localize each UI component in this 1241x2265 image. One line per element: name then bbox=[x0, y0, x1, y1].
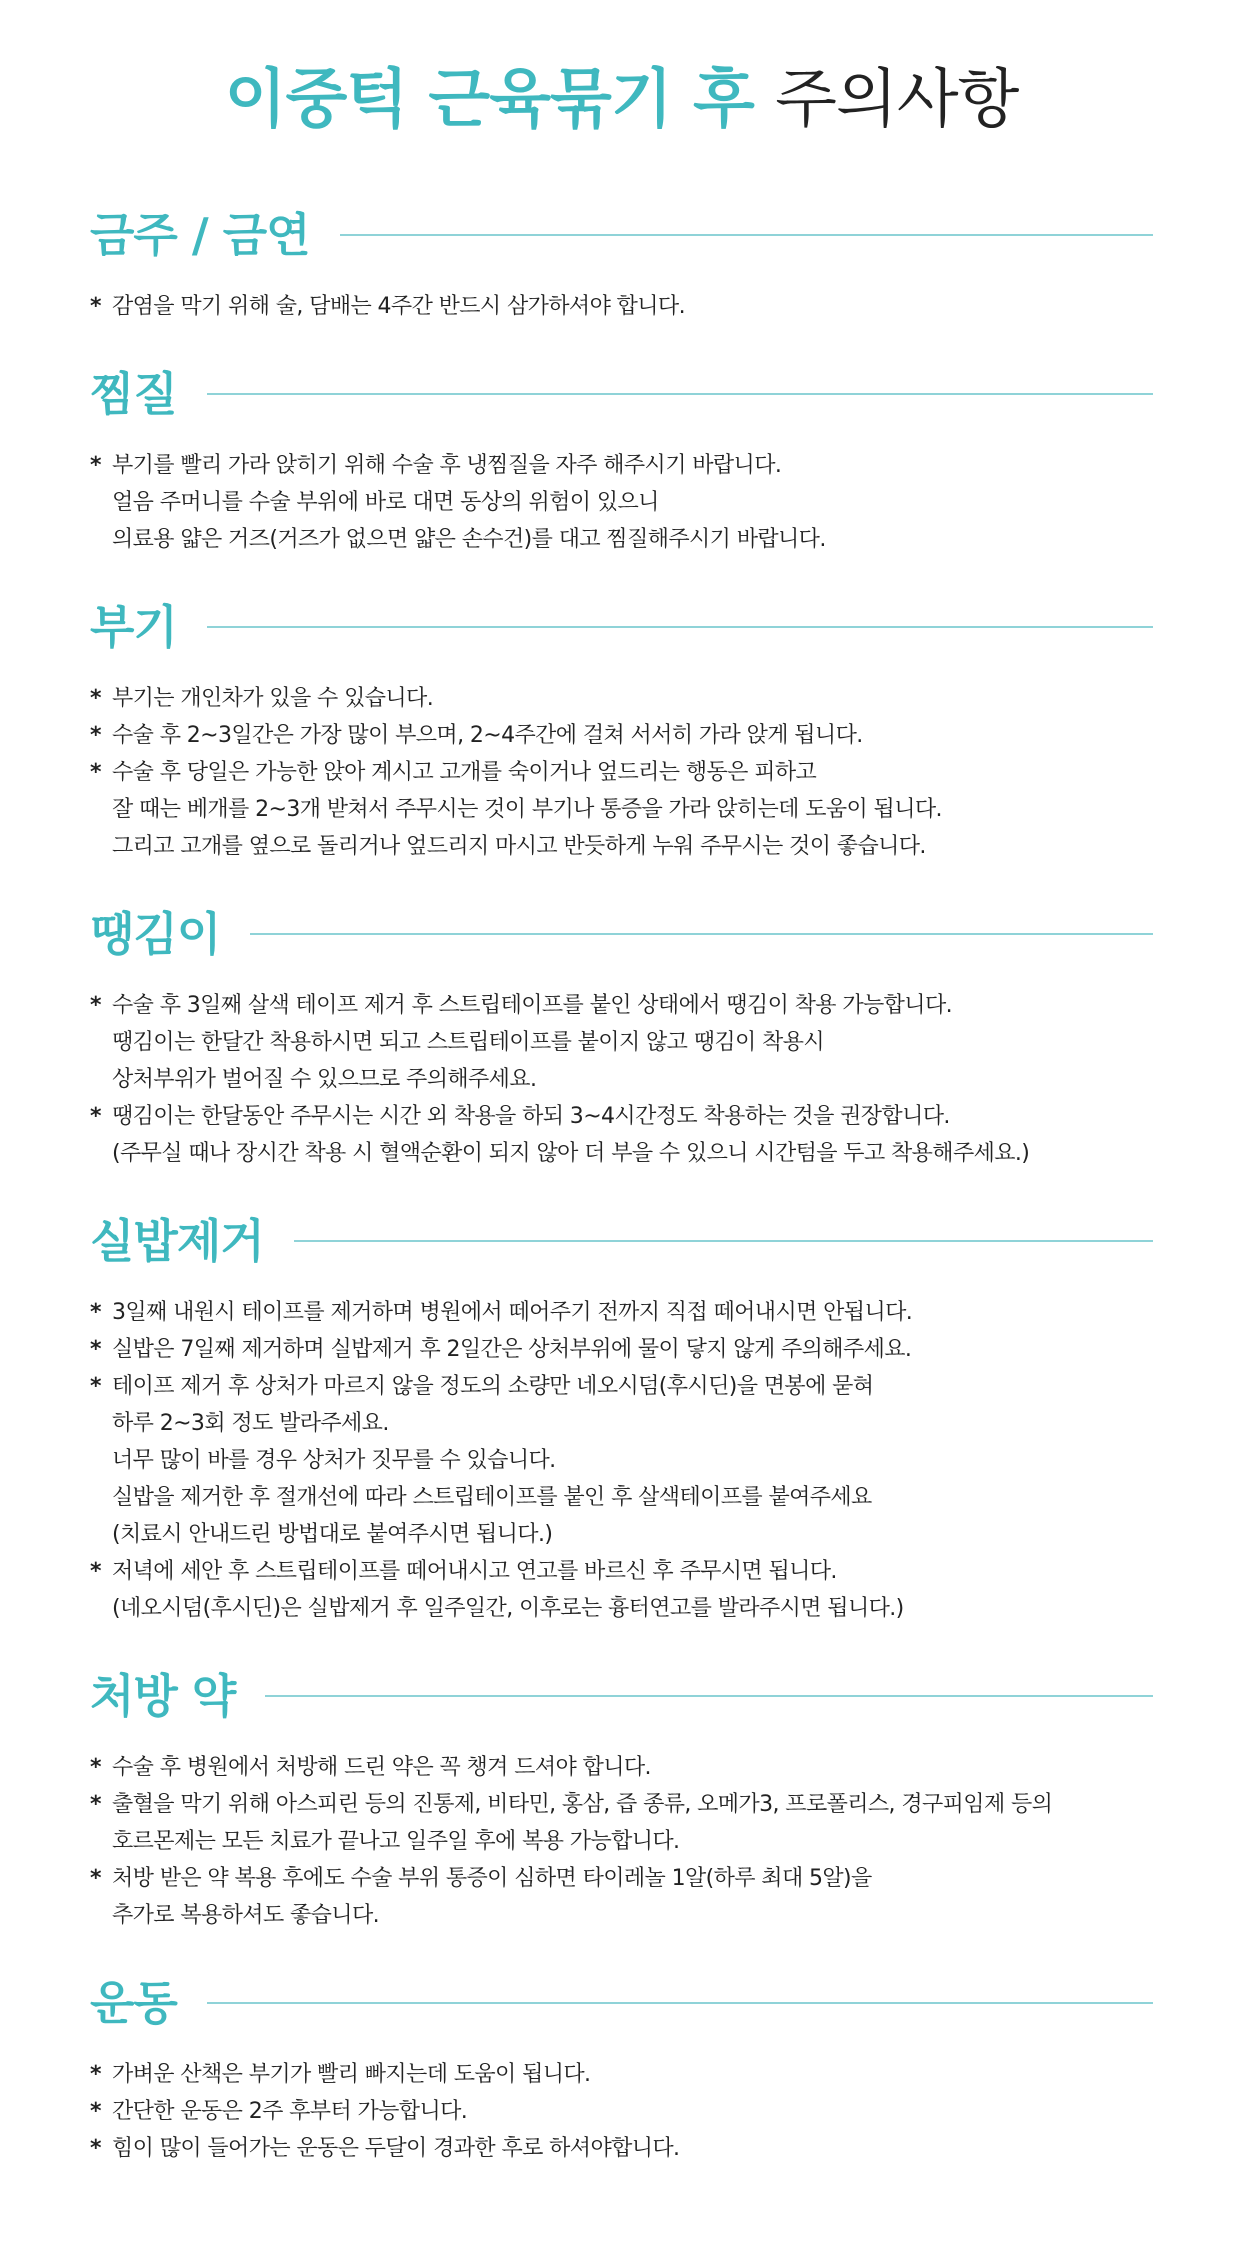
text-line: 하루 2~3회 정도 발라주세요. bbox=[112, 1411, 389, 1436]
bullet-asterisk: * bbox=[90, 1104, 101, 1129]
page-title bbox=[90, 58, 1153, 142]
section-divider bbox=[340, 234, 1153, 236]
text-line: 땡김이는 한달간 착용하시면 되고 스트립테이프를 붙이지 않고 땡김이 착용시 bbox=[112, 1030, 825, 1055]
section bbox=[90, 200, 1153, 325]
bullet-asterisk: * bbox=[90, 723, 101, 748]
text-line: 의료용 얇은 거즈(거즈가 없으면 얇은 손수건)를 대고 찜질해주시기 바랍니다. bbox=[112, 527, 826, 552]
list-item bbox=[90, 987, 1153, 1098]
list-item bbox=[90, 1860, 1153, 1934]
text-line: 그리고 고개를 옆으로 돌리거나 엎드리지 마시고 반듯하게 누워 주무시는 것이 좋습니다. bbox=[112, 834, 926, 859]
section-divider bbox=[265, 1695, 1153, 1697]
text-line: 수술 후 3일째 살색 테이프 제거 후 스트립테이프를 붙인 상태에서 땡김이 착용 가능합니다. bbox=[112, 993, 952, 1018]
section-title: 찜질 bbox=[90, 367, 177, 421]
list-item-text bbox=[112, 1294, 1153, 1331]
section-title: 땡김이 bbox=[90, 907, 221, 961]
section bbox=[90, 899, 1153, 1172]
text-line: 테이프 제거 후 상처가 마르지 않을 정도의 소량만 네오시덤(후시딘)을 면봉에 묻혀 bbox=[112, 1374, 874, 1399]
bullet-asterisk: * bbox=[90, 686, 101, 711]
text-line: (치료시 안내드린 방법대로 붙여주시면 됩니다.) bbox=[112, 1522, 553, 1547]
section-header bbox=[90, 1206, 1153, 1276]
text-line: 실밥을 제거한 후 절개선에 따라 스트립테이프를 붙인 후 살색테이프를 붙여주세요 bbox=[112, 1485, 872, 1510]
bullet-asterisk: * bbox=[90, 453, 101, 478]
page-title-accent: 이중턱 근육묶기 후 bbox=[224, 63, 754, 137]
instruction-list bbox=[90, 680, 1153, 865]
list-item-text bbox=[112, 1860, 1153, 1934]
section-header bbox=[90, 899, 1153, 969]
list-item-text bbox=[112, 754, 1153, 865]
text-line: 저녁에 세안 후 스트립테이프를 떼어내시고 연고를 바르신 후 주무시면 됩니다. bbox=[112, 1559, 837, 1584]
list-item bbox=[90, 1098, 1153, 1172]
text-line: (주무실 때나 장시간 착용 시 혈액순환이 되지 않아 더 부을 수 있으니 시간텀을 두고 착용해주세요.) bbox=[112, 1141, 1030, 1166]
section-title: 부기 bbox=[90, 600, 177, 654]
instruction-list bbox=[90, 1294, 1153, 1627]
text-line: 수술 후 당일은 가능한 앉아 계시고 고개를 숙이거나 엎드리는 행동은 피하고 bbox=[112, 760, 817, 785]
section-title: 금주 / 금연 bbox=[90, 208, 310, 262]
text-line: 수술 후 2~3일간은 가장 많이 부으며, 2~4주간에 걸쳐 서서히 가라 앉게 됩니다. bbox=[112, 723, 863, 748]
bullet-asterisk: * bbox=[90, 760, 101, 785]
text-line: 수술 후 병원에서 처방해 드린 약은 꼭 챙겨 드셔야 합니다. bbox=[112, 1755, 651, 1780]
list-item-text bbox=[112, 2130, 1153, 2167]
list-item-text bbox=[112, 987, 1153, 1098]
text-line: 간단한 운동은 2주 후부터 가능합니다. bbox=[112, 2099, 468, 2124]
bullet-asterisk: * bbox=[90, 294, 101, 319]
text-line: 얼음 주머니를 수술 부위에 바로 대면 동상의 위험이 있으니 bbox=[112, 490, 659, 515]
text-line: (네오시덤(후시딘)은 실밥제거 후 일주일간, 이후로는 흉터연고를 발라주시면 됩니다.) bbox=[112, 1596, 904, 1621]
bullet-asterisk: * bbox=[90, 2136, 101, 2161]
section-header bbox=[90, 359, 1153, 429]
list-item-text bbox=[112, 1368, 1153, 1553]
list-item bbox=[90, 288, 1153, 325]
text-line: 땡김이는 한달동안 주무시는 시간 외 착용을 하되 3~4시간정도 착용하는 것을 권장합니다. bbox=[112, 1104, 950, 1129]
text-line: 호르몬제는 모든 치료가 끝나고 일주일 후에 복용 가능합니다. bbox=[112, 1829, 680, 1854]
page-title-rest: 주의사항 bbox=[775, 63, 1019, 137]
section-divider bbox=[294, 1240, 1153, 1242]
text-line: 상처부위가 벌어질 수 있으므로 주의해주세요. bbox=[112, 1067, 537, 1092]
list-item-text bbox=[112, 1749, 1153, 1786]
instruction-list bbox=[90, 447, 1153, 558]
instruction-list bbox=[90, 2056, 1153, 2167]
section-divider bbox=[207, 626, 1153, 628]
bullet-asterisk: * bbox=[90, 1337, 101, 1362]
text-line: 잘 때는 베개를 2~3개 받쳐서 주무시는 것이 부기나 통증을 가라 앉히는데 도움이 됩니다. bbox=[112, 797, 942, 822]
list-item-text bbox=[112, 1553, 1153, 1627]
text-line: 출혈을 막기 위해 아스피린 등의 진통제, 비타민, 홍삼, 즙 종류, 오메가3, 프로폴리스, 경구피임제 등의 bbox=[112, 1792, 1053, 1817]
list-item bbox=[90, 717, 1153, 754]
bullet-asterisk: * bbox=[90, 1792, 101, 1817]
section-header bbox=[90, 200, 1153, 270]
section bbox=[90, 1206, 1153, 1627]
bullet-asterisk: * bbox=[90, 1374, 101, 1399]
bullet-asterisk: * bbox=[90, 1755, 101, 1780]
section-divider bbox=[207, 393, 1153, 395]
section-header bbox=[90, 1968, 1153, 2038]
text-line: 너무 많이 바를 경우 상처가 짓무를 수 있습니다. bbox=[112, 1448, 556, 1473]
bullet-asterisk: * bbox=[90, 993, 101, 1018]
list-item bbox=[90, 1368, 1153, 1553]
list-item bbox=[90, 2056, 1153, 2093]
instruction-list bbox=[90, 288, 1153, 325]
list-item bbox=[90, 2130, 1153, 2167]
text-line: 처방 받은 약 복용 후에도 수술 부위 통증이 심하면 타이레놀 1알(하루 최대 5알)을 bbox=[112, 1866, 872, 1891]
list-item bbox=[90, 1786, 1153, 1860]
section-divider bbox=[250, 933, 1153, 935]
list-item-text bbox=[112, 1786, 1153, 1860]
section bbox=[90, 359, 1153, 558]
section-title: 실밥제거 bbox=[90, 1214, 264, 1268]
list-item bbox=[90, 447, 1153, 558]
bullet-asterisk: * bbox=[90, 1300, 101, 1325]
list-item-text bbox=[112, 1331, 1153, 1368]
list-item bbox=[90, 754, 1153, 865]
section-header bbox=[90, 592, 1153, 662]
text-line: 부기는 개인차가 있을 수 있습니다. bbox=[112, 686, 434, 711]
list-item bbox=[90, 1331, 1153, 1368]
text-line: 추가로 복용하셔도 좋습니다. bbox=[112, 1903, 380, 1928]
section-header bbox=[90, 1661, 1153, 1731]
list-item bbox=[90, 2093, 1153, 2130]
instruction-list bbox=[90, 987, 1153, 1172]
list-item bbox=[90, 1294, 1153, 1331]
list-item-text bbox=[112, 680, 1153, 717]
text-line: 힘이 많이 들어가는 운동은 두달이 경과한 후로 하셔야합니다. bbox=[112, 2136, 680, 2161]
list-item bbox=[90, 1749, 1153, 1786]
list-item bbox=[90, 680, 1153, 717]
list-item-text bbox=[112, 717, 1153, 754]
section-title: 처방 약 bbox=[90, 1669, 236, 1723]
list-item-text bbox=[112, 2093, 1153, 2130]
list-item bbox=[90, 1553, 1153, 1627]
text-line: 부기를 빨리 가라 앉히기 위해 수술 후 냉찜질을 자주 해주시기 바랍니다. bbox=[112, 453, 782, 478]
section bbox=[90, 1661, 1153, 1934]
list-item-text bbox=[112, 1098, 1153, 1172]
section bbox=[90, 1968, 1153, 2167]
bullet-asterisk: * bbox=[90, 2062, 101, 2087]
section bbox=[90, 592, 1153, 865]
bullet-asterisk: * bbox=[90, 1866, 101, 1891]
section-title: 운동 bbox=[90, 1976, 177, 2030]
sections-container bbox=[90, 200, 1153, 2167]
instruction-list bbox=[90, 1749, 1153, 1934]
text-line: 실밥은 7일째 제거하며 실밥제거 후 2일간은 상처부위에 물이 닿지 않게 주의해주세요. bbox=[112, 1337, 912, 1362]
text-line: 감염을 막기 위해 술, 담배는 4주간 반드시 삼가하셔야 합니다. bbox=[112, 294, 685, 319]
text-line: 가벼운 산책은 부기가 빨리 빠지는데 도움이 됩니다. bbox=[112, 2062, 591, 2087]
text-line: 3일째 내원시 테이프를 제거하며 병원에서 떼어주기 전까지 직접 떼어내시면 안됩니다. bbox=[112, 1300, 913, 1325]
list-item-text bbox=[112, 2056, 1153, 2093]
bullet-asterisk: * bbox=[90, 1559, 101, 1584]
list-item-text bbox=[112, 288, 1153, 325]
section-divider bbox=[207, 2002, 1153, 2004]
list-item-text bbox=[112, 447, 1153, 558]
bullet-asterisk: * bbox=[90, 2099, 101, 2124]
